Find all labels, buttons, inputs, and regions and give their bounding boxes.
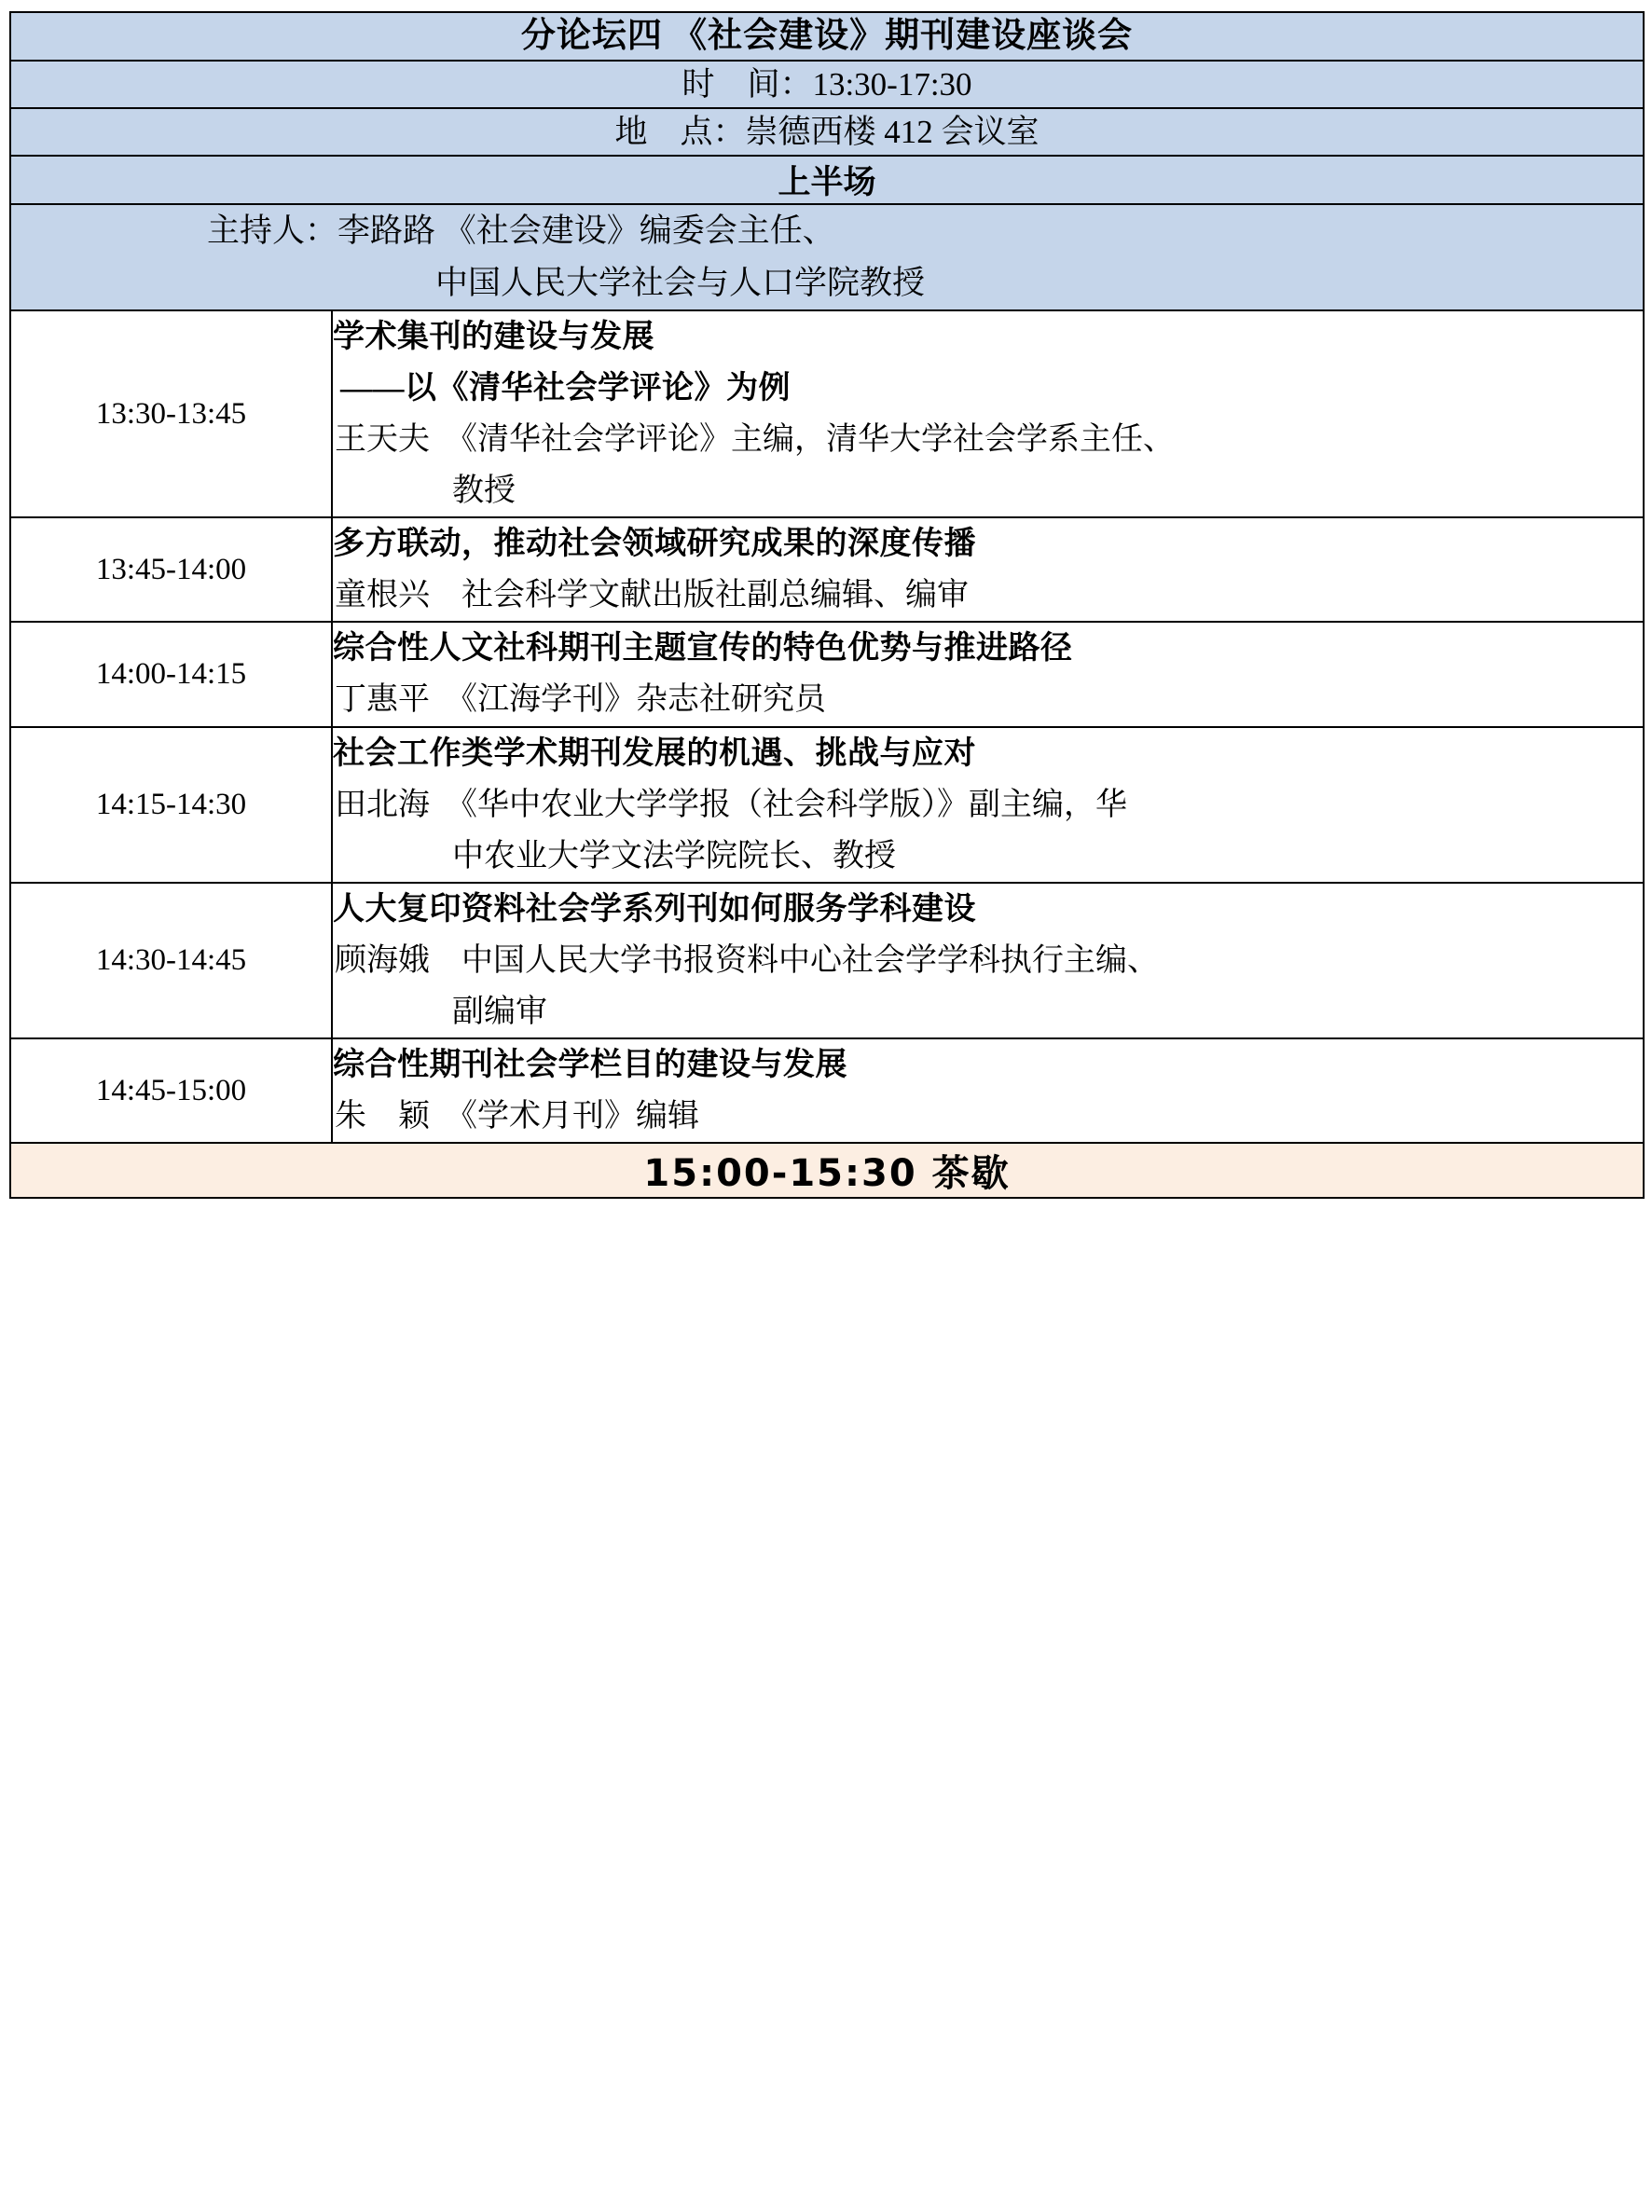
row-time: 13:30-13:45 (10, 310, 332, 517)
talk-speaker-cont: 副编审 (452, 994, 547, 1029)
forum-host-row (10, 204, 1644, 310)
table-row (10, 310, 1644, 517)
forum-time-row (10, 61, 1644, 108)
agenda-table (9, 11, 1645, 1199)
host-line-1: 主持人：李路路 《社会建设》编委会主任、 (207, 212, 835, 249)
row-content (332, 310, 1644, 517)
talk-title: 综合性人文社科期刊主题宣传的特色优势与推进路径 (333, 631, 1073, 666)
table-row (10, 883, 1644, 1038)
forum-title: 分论坛四 《社会建设》期刊建设座谈会 (10, 12, 1644, 61)
row-time: 14:30-14:45 (10, 883, 332, 1038)
talk-speaker: 朱 颖 《学术月刊》编辑 (335, 1099, 699, 1134)
table-row (10, 1038, 1644, 1143)
forum-host (10, 204, 1644, 310)
host-line-2: 中国人民大学社会与人口学院教授 (435, 264, 926, 301)
row-time: 14:45-15:00 (10, 1038, 332, 1143)
talk-speaker: 童根兴 社会科学文献出版社副总编辑、编审 (335, 578, 969, 613)
talk-title: 学术集刊的建设与发展 (333, 319, 654, 354)
table-row (10, 727, 1644, 883)
talk-speaker-cont: 教授 (452, 474, 516, 509)
talk-title: 综合性期刊社会学栏目的建设与发展 (333, 1048, 847, 1083)
row-content (332, 517, 1644, 622)
talk-title: 多方联动，推动社会领域研究成果的深度传播 (333, 527, 976, 562)
row-content (332, 727, 1644, 883)
forum-place: 地 点：崇德西楼 412 会议室 (10, 108, 1644, 156)
table-row (10, 622, 1644, 726)
talk-speaker: 丁惠平 《江海学刊》杂志社研究员 (335, 682, 826, 718)
talk-speaker: 田北海 《华中农业大学学报（社会科学版）》副主编，华 (335, 787, 1127, 822)
talk-speaker: 顾海娥 中国人民大学书报资料中心社会学学科执行主编、 (335, 942, 1159, 978)
forum-title-row (10, 12, 1644, 61)
forum-time: 时 间：13:30-17:30 (10, 61, 1644, 108)
forum-session-row (10, 156, 1644, 204)
row-time: 14:15-14:30 (10, 727, 332, 883)
talk-speaker: 王天夫 《清华社会学评论》主编，清华大学社会学系主任、 (335, 422, 1175, 458)
table-row (10, 517, 1644, 622)
row-content (332, 1038, 1644, 1143)
row-content (332, 622, 1644, 726)
talk-title: 社会工作类学术期刊发展的机遇、挑战与应对 (333, 735, 976, 771)
row-time: 13:45-14:00 (10, 517, 332, 622)
talk-subtitle: ——以《清华社会学评论》为例 (340, 371, 791, 406)
break-row (10, 1143, 1644, 1198)
row-content (332, 883, 1644, 1038)
forum-place-row (10, 108, 1644, 156)
talk-title: 人大复印资料社会学系列刊如何服务学科建设 (333, 891, 976, 927)
row-time: 14:00-14:15 (10, 622, 332, 726)
talk-speaker-cont: 中农业大学文法学院院长、教授 (452, 838, 896, 873)
break-label: 15:00-15:30 茶歇 (10, 1143, 1644, 1198)
forum-session: 上半场 (10, 156, 1644, 204)
